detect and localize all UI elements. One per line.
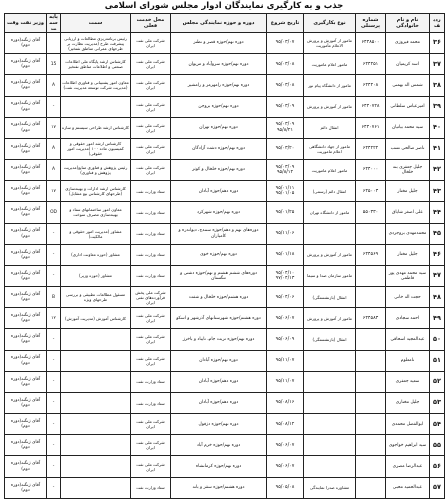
cell-start-date: ۹۵/۰۳/۰۷ bbox=[267, 33, 304, 54]
cell-radif: ۴۴ bbox=[430, 202, 445, 223]
cell-employment-type bbox=[304, 435, 356, 456]
cell-term: دوره دهم/حوزه آبادان bbox=[171, 392, 267, 413]
cell-term: دوره دهم/حوزه آبادان bbox=[171, 371, 267, 392]
cell-personnel-no: ۶۴۴۰۷۲۸ bbox=[356, 96, 386, 117]
cell-personnel-no: ۶۴۵۰۰۳ bbox=[356, 181, 386, 202]
cell-ministry: آقای زنگنه(دوره دوم) bbox=[5, 329, 47, 350]
cell-personnel-no: ۶۴۴۸۵۰۰ bbox=[356, 33, 386, 54]
cell-ministry: آقای زنگنه(دوره دوم) bbox=[5, 96, 47, 117]
cell-grade: - bbox=[47, 265, 61, 286]
cell-workplace: شرکت ملی نفت ایران bbox=[131, 117, 171, 138]
cell-ministry: آقای زنگنه(دوره دوم) bbox=[5, 75, 47, 96]
cell-term: دوره نهم/حوزه خرم آباد bbox=[171, 435, 267, 456]
cell-term: دوره نهم/حوزه آبادان bbox=[171, 350, 267, 371]
cell-start-date: ۹۵/۰۶/۰۷ bbox=[267, 435, 304, 456]
cell-grade: ۱۲ bbox=[47, 308, 61, 329]
cell-radif: ۵۳ bbox=[430, 392, 445, 413]
cell-name: محمد فیروزی bbox=[386, 33, 430, 54]
cell-position bbox=[61, 435, 131, 456]
cell-position bbox=[61, 350, 131, 371]
cell-name: عبدالمجید اسحاقی bbox=[386, 329, 430, 350]
cell-start-date: ۹۵/۰۶/۰۷ bbox=[267, 308, 304, 329]
table-row bbox=[5, 160, 445, 181]
table-row bbox=[5, 75, 445, 96]
cell-employment-type: مامور از آموزش و پرورش bbox=[304, 244, 356, 265]
cell-start-date: ۹۵/۰۳/۲۰ bbox=[267, 138, 304, 159]
cell-position: کارشناس ارشد ادارات و بهینه‌سازی (طرحهای کارشناس بیع متقابل) bbox=[61, 181, 131, 202]
cell-position: کارشناس آموزش (مدیریت آموزش) bbox=[61, 308, 131, 329]
cell-term: دوره هشتم/حوزه خلخال و شفت bbox=[171, 287, 267, 308]
cell-grade: A bbox=[47, 160, 61, 181]
cell-position: کارشناس ارشد امور حقوقی و کمیسیون ماده ۱۰۰ (مدیریت امور حقوقی) bbox=[61, 138, 131, 159]
cell-term: دوره دهم/حوزه آبادان bbox=[171, 181, 267, 202]
cell-workplace: ستاد وزارت نفت bbox=[131, 181, 171, 202]
cell-term: دوره‌های ششم هشتم و نهم/حوزه دشتی و تنگستان bbox=[171, 265, 267, 286]
cell-name: ناصر صالحی نسب bbox=[386, 138, 430, 159]
cell-start-date: ۹۵/۰۴/۱۰ ۹۷/۰۴/۱۳ bbox=[267, 265, 304, 286]
cell-employment-type: مامور از دانشگاه تهران bbox=[304, 202, 356, 223]
cell-employment-type: مامور از آموزش و پرورش bbox=[304, 96, 356, 117]
cell-radif: ۴۰ bbox=[430, 117, 445, 138]
cell-term: دوره نهم/حوزه تربت جام، تایباد و باخرز bbox=[171, 329, 267, 350]
cell-name: اسد کریمیان bbox=[386, 54, 430, 75]
cell-employment-type bbox=[304, 223, 356, 244]
cell-name: جلیل مختار bbox=[386, 181, 430, 202]
cell-position bbox=[61, 414, 131, 435]
cell-term: دوره نهم/حوزه قصر و نطنز bbox=[171, 33, 267, 54]
header-term: دوره و حوزه نمایندگی مجلس bbox=[171, 14, 267, 33]
header-ministry: وزیر نفت وقت bbox=[5, 14, 47, 33]
cell-grade: - bbox=[47, 350, 61, 371]
cell-ministry: آقای زنگنه(دوره دوم) bbox=[5, 54, 47, 75]
cell-workplace: ستاد وزارت نفت bbox=[131, 477, 171, 498]
cell-ministry: آقای زنگنه(دوره دوم) bbox=[5, 371, 47, 392]
table-row bbox=[5, 308, 445, 329]
cell-personnel-no: ۶۴۴۰۷۶۱ bbox=[356, 117, 386, 138]
cell-employment-type: مامور اعلام ماموریت bbox=[304, 54, 356, 75]
cell-workplace: ستاد وزارت نفت bbox=[131, 392, 171, 413]
cell-grade: ۱۷ bbox=[47, 181, 61, 202]
cell-position bbox=[61, 477, 131, 498]
cell-start-date: ۹۵/۰۱/۱۸ bbox=[267, 244, 304, 265]
cell-ministry: آقای زنگنه(دوره دوم) bbox=[5, 33, 47, 54]
cell-personnel-no bbox=[356, 329, 386, 350]
table-row bbox=[5, 223, 445, 244]
cell-radif: ۵۶ bbox=[430, 456, 445, 477]
table-header-row bbox=[5, 14, 445, 33]
cell-employment-type: مامور از جهاد دانشگاهی اعلام ماموریت bbox=[304, 138, 356, 159]
cell-grade: 15 bbox=[47, 54, 61, 75]
cell-personnel-no bbox=[356, 392, 386, 413]
cell-grade: - bbox=[47, 414, 61, 435]
cell-name: سید محمد بیاتیان bbox=[386, 117, 430, 138]
cell-grade: - bbox=[47, 329, 61, 350]
cell-employment-type bbox=[304, 371, 356, 392]
cell-workplace: ستاد وزارت نفت bbox=[131, 202, 171, 223]
cell-workplace: شرکت ملی نفت ایران bbox=[131, 308, 171, 329]
cell-employment-type: مامور اعلام ماموریت bbox=[304, 160, 356, 181]
cell-personnel-no: ۶۴۴۲۲۲ bbox=[356, 138, 386, 159]
cell-radif: ۳۸ bbox=[430, 75, 445, 96]
cell-ministry: آقای زنگنه(دوره دوم) bbox=[5, 350, 47, 371]
cell-radif: ۵۰ bbox=[430, 329, 445, 350]
cell-start-date: ۹۵/۰۱/۱۱ ۹۵/۰۱/۰۵ bbox=[267, 181, 304, 202]
cell-employment-type bbox=[304, 414, 356, 435]
cell-personnel-no bbox=[356, 350, 386, 371]
cell-grade: - bbox=[47, 392, 61, 413]
cell-grade: - bbox=[47, 435, 61, 456]
table-row bbox=[5, 265, 445, 286]
cell-name: ابوالفضل محمدی bbox=[386, 414, 430, 435]
cell-start-date: ۹۵/۰۳/۰۹ ۹۵/۸/۲۱ bbox=[267, 117, 304, 138]
cell-start-date: ۹۵/۰۳/۰۸ bbox=[267, 54, 304, 75]
cell-grade: A bbox=[47, 75, 61, 96]
cell-grade: - bbox=[47, 456, 61, 477]
cell-radif: ۴۶ bbox=[430, 244, 445, 265]
cell-term: دوره نهم/حوزه دشت آزادگان bbox=[171, 138, 267, 159]
representatives-table bbox=[4, 13, 445, 499]
cell-term: دوره نهم/حوزه خلخال و کوثر bbox=[171, 160, 267, 181]
cell-position: معاون امور ساختمانهای ستاد و بهینه‌سازی مصرف سوخت bbox=[61, 202, 131, 223]
cell-workplace: ستاد وزارت نفت bbox=[131, 223, 171, 244]
cell-ministry: آقای زنگنه(دوره دوم) bbox=[5, 138, 47, 159]
cell-start-date: ۹۵/۱۱/۰۷ bbox=[267, 371, 304, 392]
table-row bbox=[5, 350, 445, 371]
header-radif: ردیف bbox=[430, 14, 445, 33]
cell-term: دوره نهم/حوزه دزفول bbox=[171, 414, 267, 435]
table-row bbox=[5, 54, 445, 75]
cell-name: نامعلوم bbox=[386, 350, 430, 371]
cell-grade: B bbox=[47, 287, 61, 308]
cell-position: کارشناس ارشد طراحی سیستم و سازه bbox=[61, 117, 131, 138]
cell-name: جلیل جعفری بنه خلخال bbox=[386, 160, 430, 181]
cell-personnel-no: ۵۵۰۳۳۰ bbox=[356, 202, 386, 223]
cell-personnel-no bbox=[356, 435, 386, 456]
cell-ministry: آقای زنگنه(دوره دوم) bbox=[5, 202, 47, 223]
cell-radif: ۴۱ bbox=[430, 138, 445, 159]
cell-workplace: شرکت ملی نفت ایران bbox=[131, 456, 171, 477]
cell-employment-type: انتقال دائم bbox=[304, 117, 356, 138]
header-start-date: تاریخ شروع bbox=[267, 14, 304, 33]
cell-name: امیرعباس سلطانی bbox=[386, 96, 430, 117]
cell-workplace: ستاد وزارت نفت bbox=[131, 371, 171, 392]
cell-name: عبدالرضا مصری bbox=[386, 456, 430, 477]
cell-grade: - bbox=[47, 244, 61, 265]
cell-radif: ۳۶ bbox=[430, 33, 445, 54]
cell-position: مسئول مطالعات تطبیقی و بررسی طرحهای ویژه bbox=[61, 287, 131, 308]
cell-ministry: آقای زنگنه(دوره دوم) bbox=[5, 223, 47, 244]
cell-name: محمدمهدی بروجردی bbox=[386, 223, 430, 244]
header-position: سمت bbox=[61, 14, 131, 33]
cell-radif: ۵۷ bbox=[430, 477, 445, 498]
cell-name: سعید جعفری bbox=[386, 371, 430, 392]
cell-workplace: شرکت ملی نفت ایران bbox=[131, 33, 171, 54]
cell-position: رئیس پژوهش و فناوری منابع(مدیریت پژوهش و فناوری) bbox=[61, 160, 131, 181]
cell-workplace: شرکت ملی نفت ایران bbox=[131, 160, 171, 181]
table-row bbox=[5, 329, 445, 350]
cell-term: دوره‌های نهم و دهم/حوزه سنندج، دیواندره و کامیاران bbox=[171, 223, 267, 244]
cell-employment-type: مشاوره صدرا نمایندگی bbox=[304, 477, 356, 498]
cell-grade: ۱۷ bbox=[47, 117, 61, 138]
table-row bbox=[5, 138, 445, 159]
cell-employment-type bbox=[304, 392, 356, 413]
cell-personnel-no bbox=[356, 371, 386, 392]
cell-term: دوره هشتم/حوزه سقز و بانه bbox=[171, 477, 267, 498]
cell-ministry: آقای زنگنه(دوره دوم) bbox=[5, 117, 47, 138]
cell-workplace: ستاد وزارت نفت bbox=[131, 265, 171, 286]
cell-personnel-no bbox=[356, 456, 386, 477]
cell-workplace: شرکت ملی نفت ایران bbox=[131, 414, 171, 435]
header-workplace: محل خدمت فعلی bbox=[131, 14, 171, 33]
header-grade: پایه سمت bbox=[47, 14, 61, 33]
cell-ministry: آقای زنگنه(دوره دوم) bbox=[5, 244, 47, 265]
cell-grade: - bbox=[47, 477, 61, 498]
cell-start-date: ۹۵/۰۴/۰۶ bbox=[267, 287, 304, 308]
cell-ministry: آقای زنگنه(دوره دوم) bbox=[5, 265, 47, 286]
cell-ministry: آقای زنگنه(دوره دوم) bbox=[5, 456, 47, 477]
cell-employment-type: انتقال (بازنشستگی) bbox=[304, 329, 356, 350]
cell-radif: ۴۲ bbox=[430, 160, 445, 181]
cell-workplace: شرکت ملی نفت ایران bbox=[131, 329, 171, 350]
cell-name: شمس اله بهمنی bbox=[386, 75, 430, 96]
cell-name: سید محمد مهدی پور فاطمی bbox=[386, 265, 430, 286]
cell-workplace: شرکت ملی پخش فرآورده‌های نفتی ایران bbox=[131, 287, 171, 308]
header-employment-type: نوع بکارگیری bbox=[304, 14, 356, 33]
cell-personnel-no: ۶۴۴۵۶۹ bbox=[356, 244, 386, 265]
table-row bbox=[5, 287, 445, 308]
cell-start-date: ۹۵/۰۳/۰۸ bbox=[267, 75, 304, 96]
table-body bbox=[5, 33, 445, 499]
cell-start-date: ۹۵/۰۶/۰۹ bbox=[267, 329, 304, 350]
header-name: نام و نام خانوادگی bbox=[386, 14, 430, 33]
table-row bbox=[5, 435, 445, 456]
cell-name: حجت اله خانی bbox=[386, 287, 430, 308]
cell-workplace: شرکت ملی نفت ایران bbox=[131, 75, 171, 96]
cell-employment-type: انتقال دائم (رسمی) bbox=[304, 181, 356, 202]
cell-start-date: ۹۵/۱۱/۰۷ bbox=[267, 350, 304, 371]
cell-name: جلیل مختاری bbox=[386, 392, 430, 413]
cell-start-date: ۹۵/۰۳/۰۹ ۹۵/۸/۱۲ bbox=[267, 160, 304, 181]
cell-term: دوره هشتم/حوزه شهرستانهای آذرشهر و اسکو bbox=[171, 308, 267, 329]
cell-ministry: آقای زنگنه(دوره دوم) bbox=[5, 435, 47, 456]
cell-grade bbox=[47, 33, 61, 54]
cell-position bbox=[61, 96, 131, 117]
cell-employment-type: مامور از دانشگاه پیام نور bbox=[304, 75, 356, 96]
cell-term: دوره نهم/حوزه تهران bbox=[171, 117, 267, 138]
cell-radif: ۳۹ bbox=[430, 96, 445, 117]
cell-position: مشاور (حوزه وزیر) bbox=[61, 265, 131, 286]
table-row bbox=[5, 392, 445, 413]
cell-employment-type: مامور سازمان صدا و سیما bbox=[304, 265, 356, 286]
cell-employment-type: انتقال (بازنشستگی) bbox=[304, 287, 356, 308]
cell-radif: ۴۸ bbox=[430, 287, 445, 308]
cell-start-date: ۹۵/۰۶/۰۷ bbox=[267, 456, 304, 477]
cell-personnel-no bbox=[356, 223, 386, 244]
table-row bbox=[5, 181, 445, 202]
table-row bbox=[5, 371, 445, 392]
cell-term: دوره نهم/حوزه رامهرمز و رامشیر bbox=[171, 75, 267, 96]
cell-personnel-no bbox=[356, 265, 386, 286]
cell-position bbox=[61, 456, 131, 477]
cell-ministry: آقای زنگنه(دوره دوم) bbox=[5, 392, 47, 413]
cell-start-date: ۹۵/۱۱/۰۶ bbox=[267, 223, 304, 244]
table-wrapper bbox=[4, 13, 444, 499]
cell-radif: ۳۷ bbox=[430, 54, 445, 75]
cell-start-date: ۹۵/۰۵/۰۸ bbox=[267, 477, 304, 498]
cell-term: دوره نهم/حوزه شهرکرد bbox=[171, 202, 267, 223]
cell-workplace: شرکت ملی نفت ایران bbox=[131, 435, 171, 456]
cell-workplace: شرکت ملی نفت ایران bbox=[131, 350, 171, 371]
table-row bbox=[5, 244, 445, 265]
cell-grade: - bbox=[47, 223, 61, 244]
cell-start-date: ۹۵/۰۸/۱۲ bbox=[267, 414, 304, 435]
cell-name: علی اصغر شایاق bbox=[386, 202, 430, 223]
cell-employment-type bbox=[304, 456, 356, 477]
cell-employment-type bbox=[304, 350, 356, 371]
cell-radif: ۴۳ bbox=[430, 181, 445, 202]
cell-radif: ۵۲ bbox=[430, 371, 445, 392]
cell-personnel-no: ۶۴۴۴۰۸ bbox=[356, 75, 386, 96]
table-row bbox=[5, 117, 445, 138]
cell-position: رئیس برنامه‌ریزی مطالعات و ارزیابی پیشرفت طرح (مدیریت نظارت بر طرحهای عمرانی مناطق نفتخیز) bbox=[61, 33, 131, 54]
cell-radif: ۵۴ bbox=[430, 414, 445, 435]
cell-personnel-no bbox=[356, 477, 386, 498]
cell-radif: ۵۱ bbox=[430, 350, 445, 371]
cell-start-date: ۹۵/۰۱/۲۵ bbox=[267, 202, 304, 223]
cell-ministry: آقای زنگنه(دوره دوم) bbox=[5, 414, 47, 435]
cell-radif: ۵۵ bbox=[430, 435, 445, 456]
cell-radif: ۴۹ bbox=[430, 308, 445, 329]
cell-grade: - bbox=[47, 96, 61, 117]
table-row bbox=[5, 477, 445, 498]
table-row bbox=[5, 96, 445, 117]
cell-workplace: ستاد وزارت نفت bbox=[131, 244, 171, 265]
cell-personnel-no: ۶۴۴۰۰۰ bbox=[356, 160, 386, 181]
table-row bbox=[5, 414, 445, 435]
table-row bbox=[5, 33, 445, 54]
cell-workplace: شرکت ملی نفت ایران bbox=[131, 96, 171, 117]
cell-position: مشاور (حوزه معاونت اداری) bbox=[61, 244, 131, 265]
cell-position bbox=[61, 329, 131, 350]
table-row bbox=[5, 202, 445, 223]
cell-grade: A bbox=[47, 138, 61, 159]
cell-position: مشاور (مدیریت امور حقوقی و مالکیت) bbox=[61, 223, 131, 244]
cell-name: جلیل مختار bbox=[386, 244, 430, 265]
cell-term: دوره نهم/حوزه سروآباد و مریوان bbox=[171, 54, 267, 75]
cell-position: کارشناس ارشد پایگاه ملی اطلاعات صنعتی و اطلاعات مناطق نفتخیز bbox=[61, 54, 131, 75]
cell-personnel-no bbox=[356, 287, 386, 308]
cell-employment-type: مامور از آموزش و پرورش bbox=[304, 308, 356, 329]
cell-term: دوره نهم/حوزه بروجن bbox=[171, 96, 267, 117]
table-row bbox=[5, 456, 445, 477]
cell-ministry: آقای زنگنه(دوره دوم) bbox=[5, 181, 47, 202]
cell-term: دوره نهم/حوزه خوی bbox=[171, 244, 267, 265]
cell-ministry: آقای زنگنه(دوره دوم) bbox=[5, 160, 47, 181]
cell-workplace: شرکت ملی نفت ایران bbox=[131, 138, 171, 159]
cell-name: احمد سجادی bbox=[386, 308, 430, 329]
cell-ministry: آقای زنگنه(دوره دوم) bbox=[5, 308, 47, 329]
cell-position bbox=[61, 392, 131, 413]
header-personnel-no: شماره پرسنلی bbox=[356, 14, 386, 33]
cell-position bbox=[61, 371, 131, 392]
cell-ministry: آقای زنگنه(دوره دوم) bbox=[5, 287, 47, 308]
cell-name: عبدالحمید محبی bbox=[386, 477, 430, 498]
cell-employment-type: مامور از آموزش و پرورش الاعلام مأموریت bbox=[304, 33, 356, 54]
cell-personnel-no: ۶۴۴۵۸۳ bbox=[356, 308, 386, 329]
cell-name: سید ابراهیم خواجوی bbox=[386, 435, 430, 456]
cell-grade: - bbox=[47, 371, 61, 392]
cell-term: دوره نهم/حوزه کرمانشاه bbox=[171, 456, 267, 477]
cell-start-date: ۹۵/۰۸/۱۶ bbox=[267, 392, 304, 413]
cell-position: معاون امور پشتیبانی و فناوری اطلاعات (مدیریت شرکت توسعه مدیریت نفت) bbox=[61, 75, 131, 96]
cell-personnel-no: ۶۴۴۴۵۱ bbox=[356, 54, 386, 75]
cell-personnel-no bbox=[356, 414, 386, 435]
cell-grade: OD bbox=[47, 202, 61, 223]
cell-radif: ۴۷ bbox=[430, 265, 445, 286]
cell-start-date: ۹۵/۰۳/۰۹ bbox=[267, 96, 304, 117]
document-title: جذب و به کارگیری نمایندگان ادوار مجلس شورای اسلامی bbox=[104, 1, 344, 11]
cell-workplace: شرکت ملی نفت ایران bbox=[131, 54, 171, 75]
cell-ministry: آقای زنگنه(دوره دوم) bbox=[5, 477, 47, 498]
cell-radif: ۴۵ bbox=[430, 223, 445, 244]
